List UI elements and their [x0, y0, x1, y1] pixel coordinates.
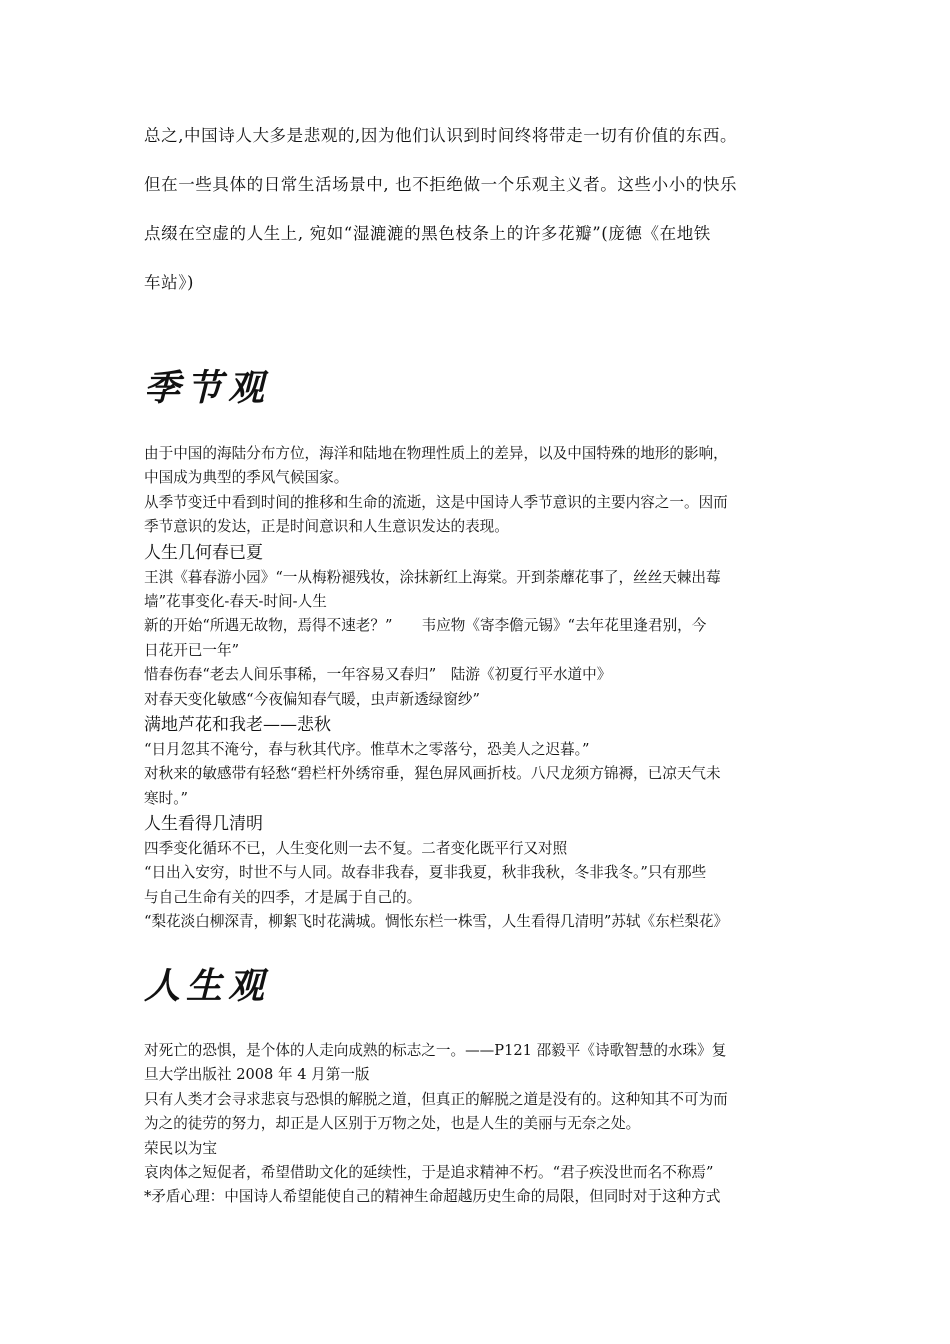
- text-line: “日月忽其不淹兮，春与秋其代序。惟草木之零落兮，恐美人之迟暮。”: [144, 740, 590, 758]
- text-line: 为之的徒劳的努力，却正是人区别于万物之处，也是人生的美丽与无奈之处。: [144, 1115, 641, 1133]
- section-heading-life: 人生观: [144, 965, 271, 1007]
- text-line: 由于中国的海陆分布方位，海洋和陆地在物理性质上的差异，以及中国特殊的地形的影响，: [144, 445, 728, 462]
- text-line: 王淇《暮春游小园》“一从梅粉褪残妆，涂抹新红上海棠。开到荼蘼花事了，丝丝天棘出莓: [144, 568, 721, 586]
- text-line: 新的开始“所遇无故物，焉得不速老？” 韦应物《寄李儋元锡》“去年花里逢君别，今: [144, 617, 707, 635]
- section-body-life: [144, 1039, 810, 1210]
- text-line: 季节意识的发达，正是时间意识和人生意识发达的表现。: [144, 518, 509, 536]
- text-line: 寒时。”: [144, 789, 188, 807]
- text-line: 荣民以为宝: [144, 1139, 217, 1157]
- intro-line: 但在一些具体的日常生活场景中, 也不拒绝做一个乐观主义者。这些小小的快乐: [144, 175, 738, 194]
- subheading: 人生看得几清明: [144, 814, 263, 835]
- text-line: 四季变化循环不已，人生变化则一去不复。二者变化既平行又对照: [144, 840, 568, 858]
- text-line: 中国成为典型的季风气候国家。: [144, 469, 349, 487]
- subheading: 人生几何春已夏: [144, 542, 263, 563]
- text-line: 对春天变化敏感“今夜偏知春气暖，虫声新透绿窗纱”: [144, 690, 480, 708]
- text-line: 墙”花事变化-春天-时间-人生: [144, 592, 327, 610]
- text-line: 与自己生命有关的四季，才是属于自己的。: [144, 888, 422, 906]
- text-line: 只有人类才会寻求悲哀与恐惧的解脱之道，但真正的解脱之道是没有的。这种知其不可为而: [144, 1090, 728, 1108]
- intro-line: 总之,中国诗人大多是悲观的,因为他们认识到时间终将带走一切有价值的东西。: [144, 126, 738, 145]
- text-line: *矛盾心理：中国诗人希望能使自己的精神生命超越历史生命的局限，但同时对于这种方式: [144, 1188, 721, 1206]
- text-line: 对死亡的恐惧，是个体的人走向成熟的标志之一。——P121 邵毅平《诗歌智慧的水珠》复: [144, 1042, 727, 1059]
- intro-line: 车站》): [144, 273, 195, 292]
- section-heading-seasons: 季节观: [144, 367, 271, 409]
- text-line: 哀肉体之短促者，希望借助文化的延续性，于是追求精神不朽。“君子疾没世而名不称焉”: [144, 1163, 714, 1181]
- subheading: 满地芦花和我老——悲秋: [144, 714, 331, 735]
- section-body-seasons: [144, 442, 810, 935]
- text-line: “梨花淡白柳深青，柳絮飞时花满城。惆怅东栏一株雪，人生看得几清明”苏轼《东栏梨花》: [144, 913, 729, 931]
- intro-line: 点缀在空虚的人生上, 宛如“湿漉漉的黑色枝条上的许多花瓣”(庞德《在地铁: [144, 224, 711, 243]
- intro-paragraph: [144, 124, 814, 320]
- text-line: 惜春伤春“老去人间乐事稀，一年容易又春归” 陆游《初夏行平水道中》: [144, 666, 612, 684]
- text-line: 旦大学出版社 2008 年 4 月第一版: [144, 1066, 370, 1084]
- text-line: 从季节变迁中看到时间的推移和生命的流逝，这是中国诗人季节意识的主要内容之一。因而: [144, 493, 728, 511]
- text-line: “日出入安穷，时世不与人同。故春非我春，夏非我夏，秋非我秋，冬非我冬。”只有那些: [144, 864, 707, 882]
- text-line: 日花开已一年”: [144, 641, 240, 659]
- text-line: 对秋来的敏感带有轻愁“碧栏杆外绣帘垂，猩色屏风画折枝。八尺龙须方锦褥，已凉天气未: [144, 765, 721, 783]
